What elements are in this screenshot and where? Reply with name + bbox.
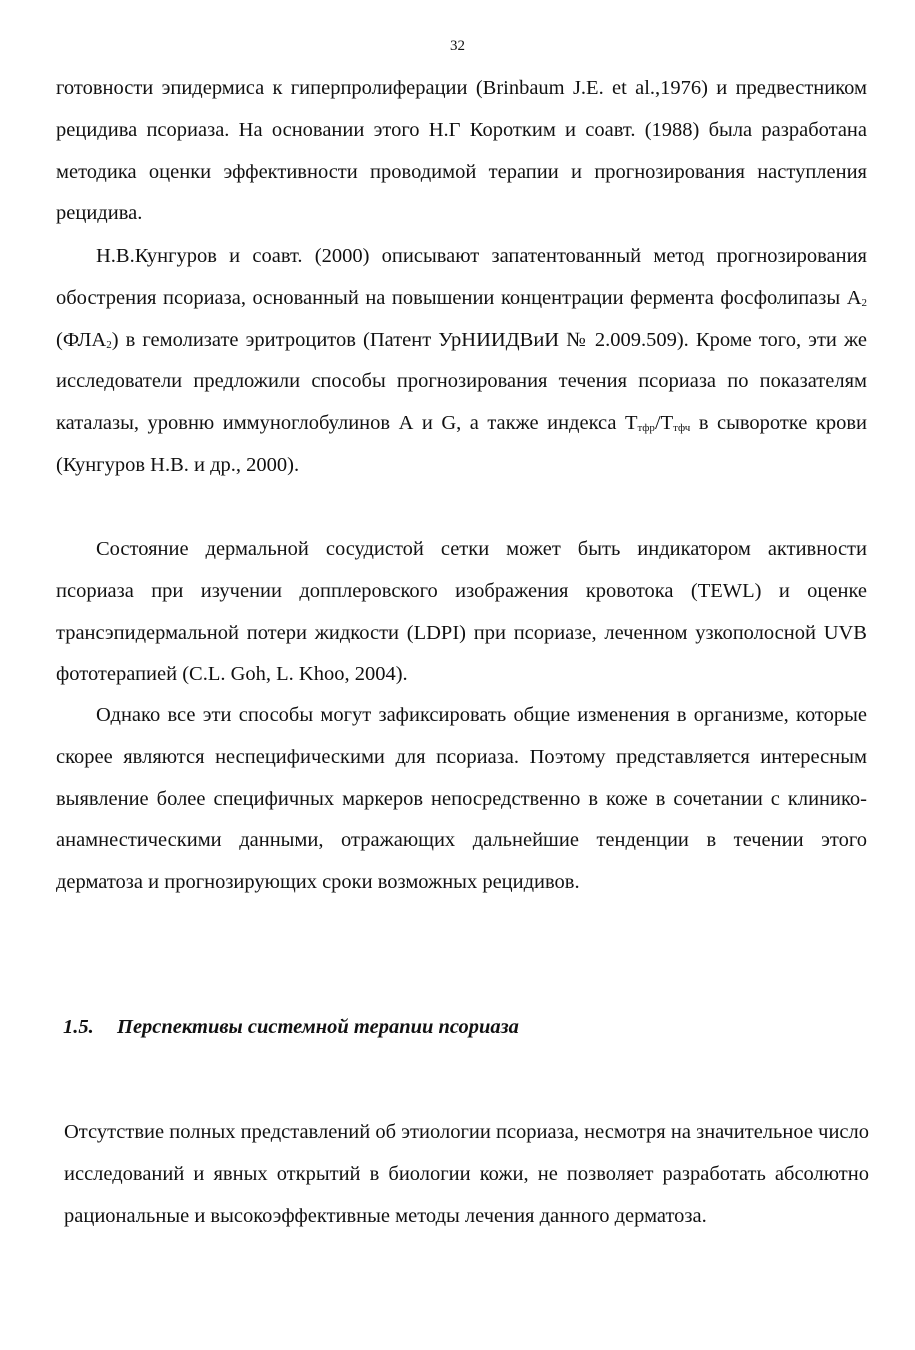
subscript-2: 2 [106, 338, 112, 351]
paragraph-2-text-4: /Т [654, 412, 674, 435]
paragraph-2-text-2: (ФЛА [56, 328, 107, 351]
paragraph-5: Отсутствие полных представлений об этиологии псориаза, несмотря на значительное число исследований и явных открытий в биологии кожи, не позволяет разработать абсолютно рациональные и высокоэффективные методы лечения данного дерматоза. [64, 1121, 869, 1227]
paragraph-4: Однако все эти способы могут зафиксировать общие изменения в организме, которые скорее являются неспецифическими для псориаза. Поэтому представляется интересным выявление более специфичных маркеров непосредственно в коже в сочетании с клинико-анамнестическими данными, отражающих дальнейшие тенденции в течении этого дерматоза и прогнозирующих сроки возможных рецидивов. [56, 704, 867, 894]
paragraph-2-text-3: ) в гемолизате эритроцитов (Патент УрНИИДВиИ № 2.009.509). Кроме того, эти же исследователи предложили способы прогнозирования течения псориаза по показателям каталазы, уровню иммуноглобулинов А и G, а также индекса Т [56, 328, 867, 435]
paragraph-2-text-1: Н.В.Кунгуров и соавт. (2000) описывают запатентованный метод прогнозирования обострения псориаза, основанный на повышении концентрации фермента фосфолипазы А [56, 245, 867, 309]
subscript-3: тфр [637, 422, 655, 435]
paragraph-3: Состояние дермальной сосудистой сетки может быть индикатором активности псориаза при изучении допплеровского изображения кровотока (TEWL) и оценке трансэпидермальной потери жидкости (LDPI) при псориазе, леченном узкополосной UVB фототерапией (C.L. Goh, L. Khoo, 2004). [56, 538, 867, 686]
section-number: 1.5. [63, 1016, 94, 1038]
subscript-1: 2 [861, 296, 867, 309]
section-title: Перспективы системной терапии псориаза [117, 1016, 519, 1038]
paragraph-1: готовности эпидермиса к гиперпролиферации (Brinbaum J.E. et al.,1976) и предвестником рецидива псориаза. На основании этого Н.Г Коротким и соавт. (1988) была разработана методика оценки эффективности проводимой терапии и прогнозирования наступления рецидива. [56, 77, 867, 225]
paragraph-2-text-5: в сыворотке крови (Кунгуров Н.В. и др., 2000). [56, 412, 868, 476]
paragraph-2 [56, 236, 867, 487]
section-heading [63, 1012, 863, 1042]
page-number: 32 [450, 38, 465, 54]
subscript-4: тфч [673, 422, 691, 435]
